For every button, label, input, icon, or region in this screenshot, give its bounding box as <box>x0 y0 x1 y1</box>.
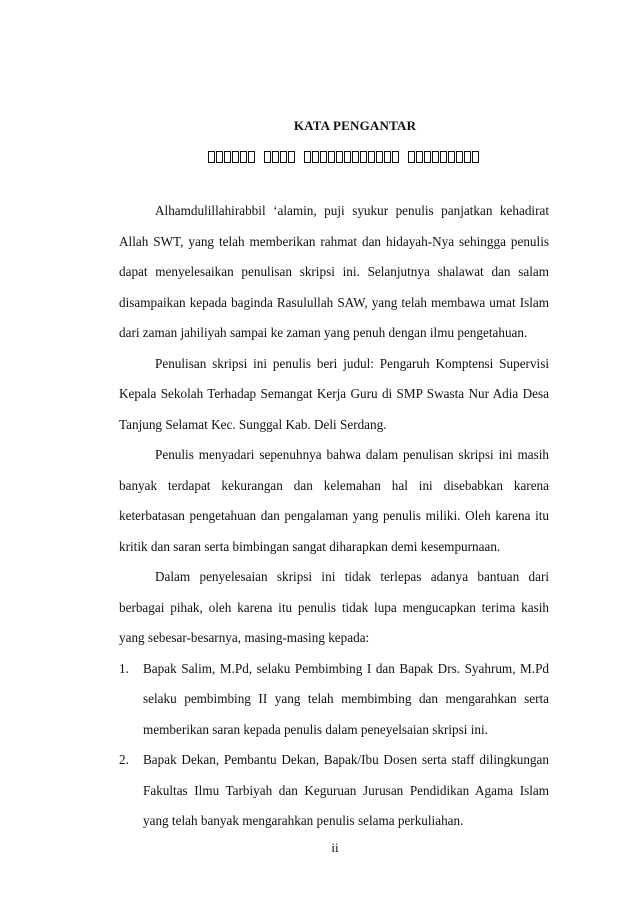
arabic-glyph-word <box>264 151 295 164</box>
missing-glyph-box <box>240 151 247 163</box>
missing-glyph-box <box>280 151 287 163</box>
arabic-basmalah-line <box>208 150 479 164</box>
missing-glyph-box <box>288 151 295 163</box>
missing-glyph-box <box>304 151 311 163</box>
page-number: ii <box>331 840 339 855</box>
missing-glyph-box <box>432 151 439 163</box>
list-item-number: 1. <box>119 660 129 676</box>
paragraph: Alhamdulillahirabbil ‘alamin, puji syukur penulis panjatkan kehadirat Allah SWT, yang telah memberikan rahmat dan hidayah-Nya sehingga penulis dapat menyelesaikan penulisan skripsi ini. Selanjutnya shalawat dan salam disampaikan kepada baginda Rasulullah SAW, yang telah membawa umat Islam dari zaman jahiliyah sampai ke zaman yang penuh dengan ilmu pengetahuan. <box>119 203 549 340</box>
paragraph: Dalam penyelesaian skripsi ini tidak terlepas adanya bantuan dari berbagai pihak, oleh karena itu penulis tidak lupa mengucapkan terima kasih yang sebesar-besarnya, masing-masing kepada: <box>119 569 549 645</box>
missing-glyph-box <box>456 151 463 163</box>
missing-glyph-box <box>216 151 223 163</box>
body-text <box>119 196 549 837</box>
list-item-number: 2. <box>119 752 129 767</box>
missing-glyph-box <box>320 151 327 163</box>
missing-glyph-box <box>208 151 215 163</box>
missing-glyph-box <box>368 151 375 163</box>
arabic-glyph-word <box>208 151 255 164</box>
missing-glyph-box <box>472 151 479 163</box>
list-item-text: Bapak Salim, M.Pd, selaku Pembimbing I dan Bapak Drs. Syahrum, M.Pd selaku pembimbing II yang telah membimbing dan mengarahkan serta memberikan saran kepada penulis dalam peneyelsaian skripsi ini. <box>143 660 549 737</box>
missing-glyph-box <box>336 151 343 163</box>
missing-glyph-box <box>416 151 423 163</box>
page-title: KATA PENGANTAR <box>293 118 417 133</box>
missing-glyph-box <box>392 151 399 163</box>
missing-glyph-box <box>224 151 231 163</box>
missing-glyph-box <box>408 151 415 163</box>
arabic-glyph-word <box>304 151 399 164</box>
missing-glyph-box <box>464 151 471 163</box>
paragraph: Penulisan skripsi ini penulis beri judul: Pengaruh Komptensi Supervisi Kepala Sekolah Terhadap Semangat Kerja Guru di SMP Swasta Nur Adia Desa Tanjung Selamat Kec. Sunggal Kab. Deli Serdang. <box>119 355 549 432</box>
missing-glyph-box <box>264 151 271 163</box>
arabic-glyph-word <box>408 151 479 164</box>
paragraph: Penulis menyadari sepenuhnya bahwa dalam penulisan skripsi ini masih banyak terdapat kekurangan dan kelemahan hal ini disebabkan karena keterbatasan pengetahuan dan pengalaman yang penulis miliki. Oleh karena itu kritik dan saran serta bimbingan sangat diharapkan demi kesempurnaan. <box>119 447 549 554</box>
missing-glyph-box <box>448 151 455 163</box>
list-item <box>119 745 549 837</box>
acknowledgement-list <box>119 654 549 837</box>
missing-glyph-box <box>248 151 255 163</box>
missing-glyph-box <box>360 151 367 163</box>
missing-glyph-box <box>376 151 383 163</box>
missing-glyph-box <box>232 151 239 163</box>
missing-glyph-box <box>328 151 335 163</box>
missing-glyph-box <box>344 151 351 163</box>
list-item <box>119 654 549 746</box>
missing-glyph-box <box>352 151 359 163</box>
missing-glyph-box <box>384 151 391 163</box>
missing-glyph-box <box>440 151 447 163</box>
missing-glyph-box <box>424 151 431 163</box>
missing-glyph-box <box>272 151 279 163</box>
missing-glyph-box <box>312 151 319 163</box>
list-item-text: Bapak Dekan, Pembantu Dekan, Bapak/Ibu Dosen serta staff dilingkungan Fakultas Ilmu Tarbiyah dan Keguruan Jurusan Pendidikan Agama Islam yang telah banyak mengarahkan penulis selama perkuliahan. <box>143 752 549 828</box>
